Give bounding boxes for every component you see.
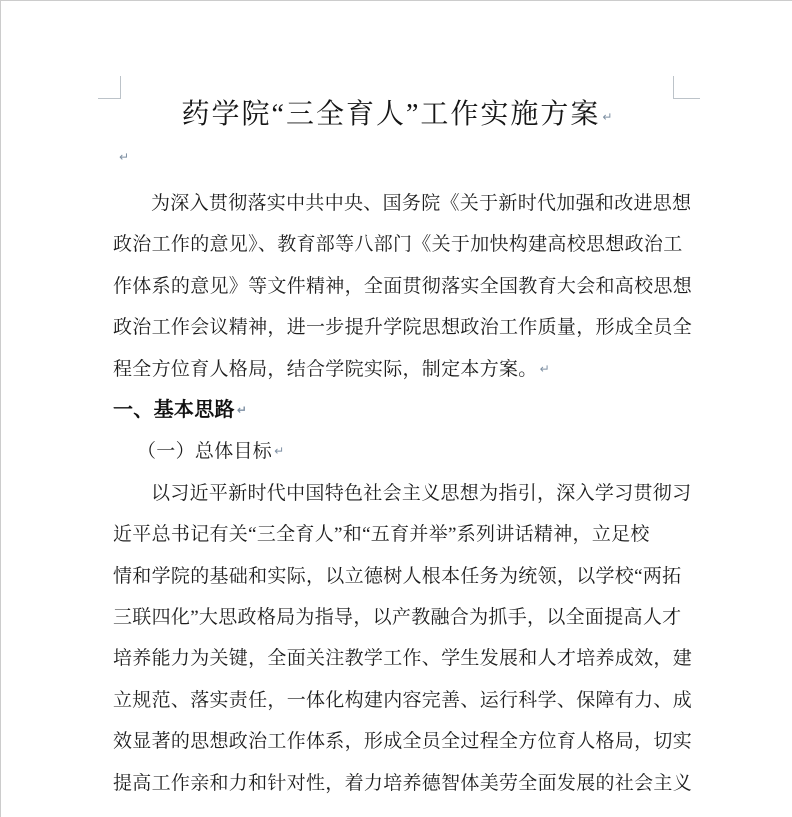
section-heading-basic-approach[interactable] (113, 390, 713, 431)
document-title[interactable] (113, 93, 681, 137)
document-title-text: 药学院“三全育人”工作实施方案 (181, 99, 601, 130)
subsection-heading-overall-goal[interactable] (113, 431, 713, 472)
paragraph-mark-icon: ↵ (236, 403, 247, 417)
text-line[interactable]: 为深入贯彻落实中共中央、国务院《关于新时代加强和改进思想 (151, 193, 692, 214)
text-line[interactable]: 三联四化”大思政格局为指导，以产教融合为抓手，以全面提高人才 (113, 606, 682, 628)
intro-paragraph (113, 183, 713, 390)
text-line[interactable]: 提高工作亲和力和针对性，着力培养德智体美劳全面发展的社会主义 (113, 772, 693, 794)
text-line[interactable]: 情和学院的基础和实际，以立德树人根本任务为统领，以学校“两拓 (113, 565, 682, 587)
paragraph-mark-icon: ↵ (539, 361, 550, 376)
text-line-text: 程全方位育人格局，结合学院实际，制定本方案。 (113, 358, 538, 380)
text-line[interactable]: 近平总书记有关“三全育人”和“五育并举”系列讲话精神，立足校 (113, 524, 650, 546)
paragraph-mark-icon: ↵ (119, 150, 130, 164)
text-line[interactable]: 政治工作的意见》、教育部等八部门《关于加快构建高校思想政治工 (113, 234, 683, 256)
section-heading-text: 一、基本思路 (113, 399, 235, 421)
paragraph-mark-icon: ↵ (602, 110, 613, 124)
text-line[interactable]: 以习近平新时代中国特色社会主义思想为指引，深入学习贯彻习 (151, 482, 692, 504)
text-line[interactable]: 作体系的意见》等文件精神，全面贯彻落实全国教育大会和高校思想 (113, 275, 693, 297)
overall-goal-paragraph (113, 473, 713, 804)
text-line[interactable] (113, 349, 713, 390)
text-line[interactable]: 培养能力为关键，全面关注教学工作、学生发展和人才培养成效，建 (113, 648, 693, 670)
text-line[interactable]: 效显著的思想政治工作体系，形成全员全过程全方位育人格局，切实 (113, 731, 693, 753)
subsection-heading-text: （一）总体目标 (137, 441, 273, 462)
text-line[interactable]: 政治工作会议精神，进一步提升学院思想政治工作质量，形成全员全 (113, 317, 693, 339)
text-line[interactable]: 立规范、落实责任，一体化构建内容完善、运行科学、保障有力、成 (113, 689, 693, 711)
paragraph-mark-icon: ↵ (274, 444, 285, 458)
empty-paragraph[interactable] (117, 147, 129, 167)
